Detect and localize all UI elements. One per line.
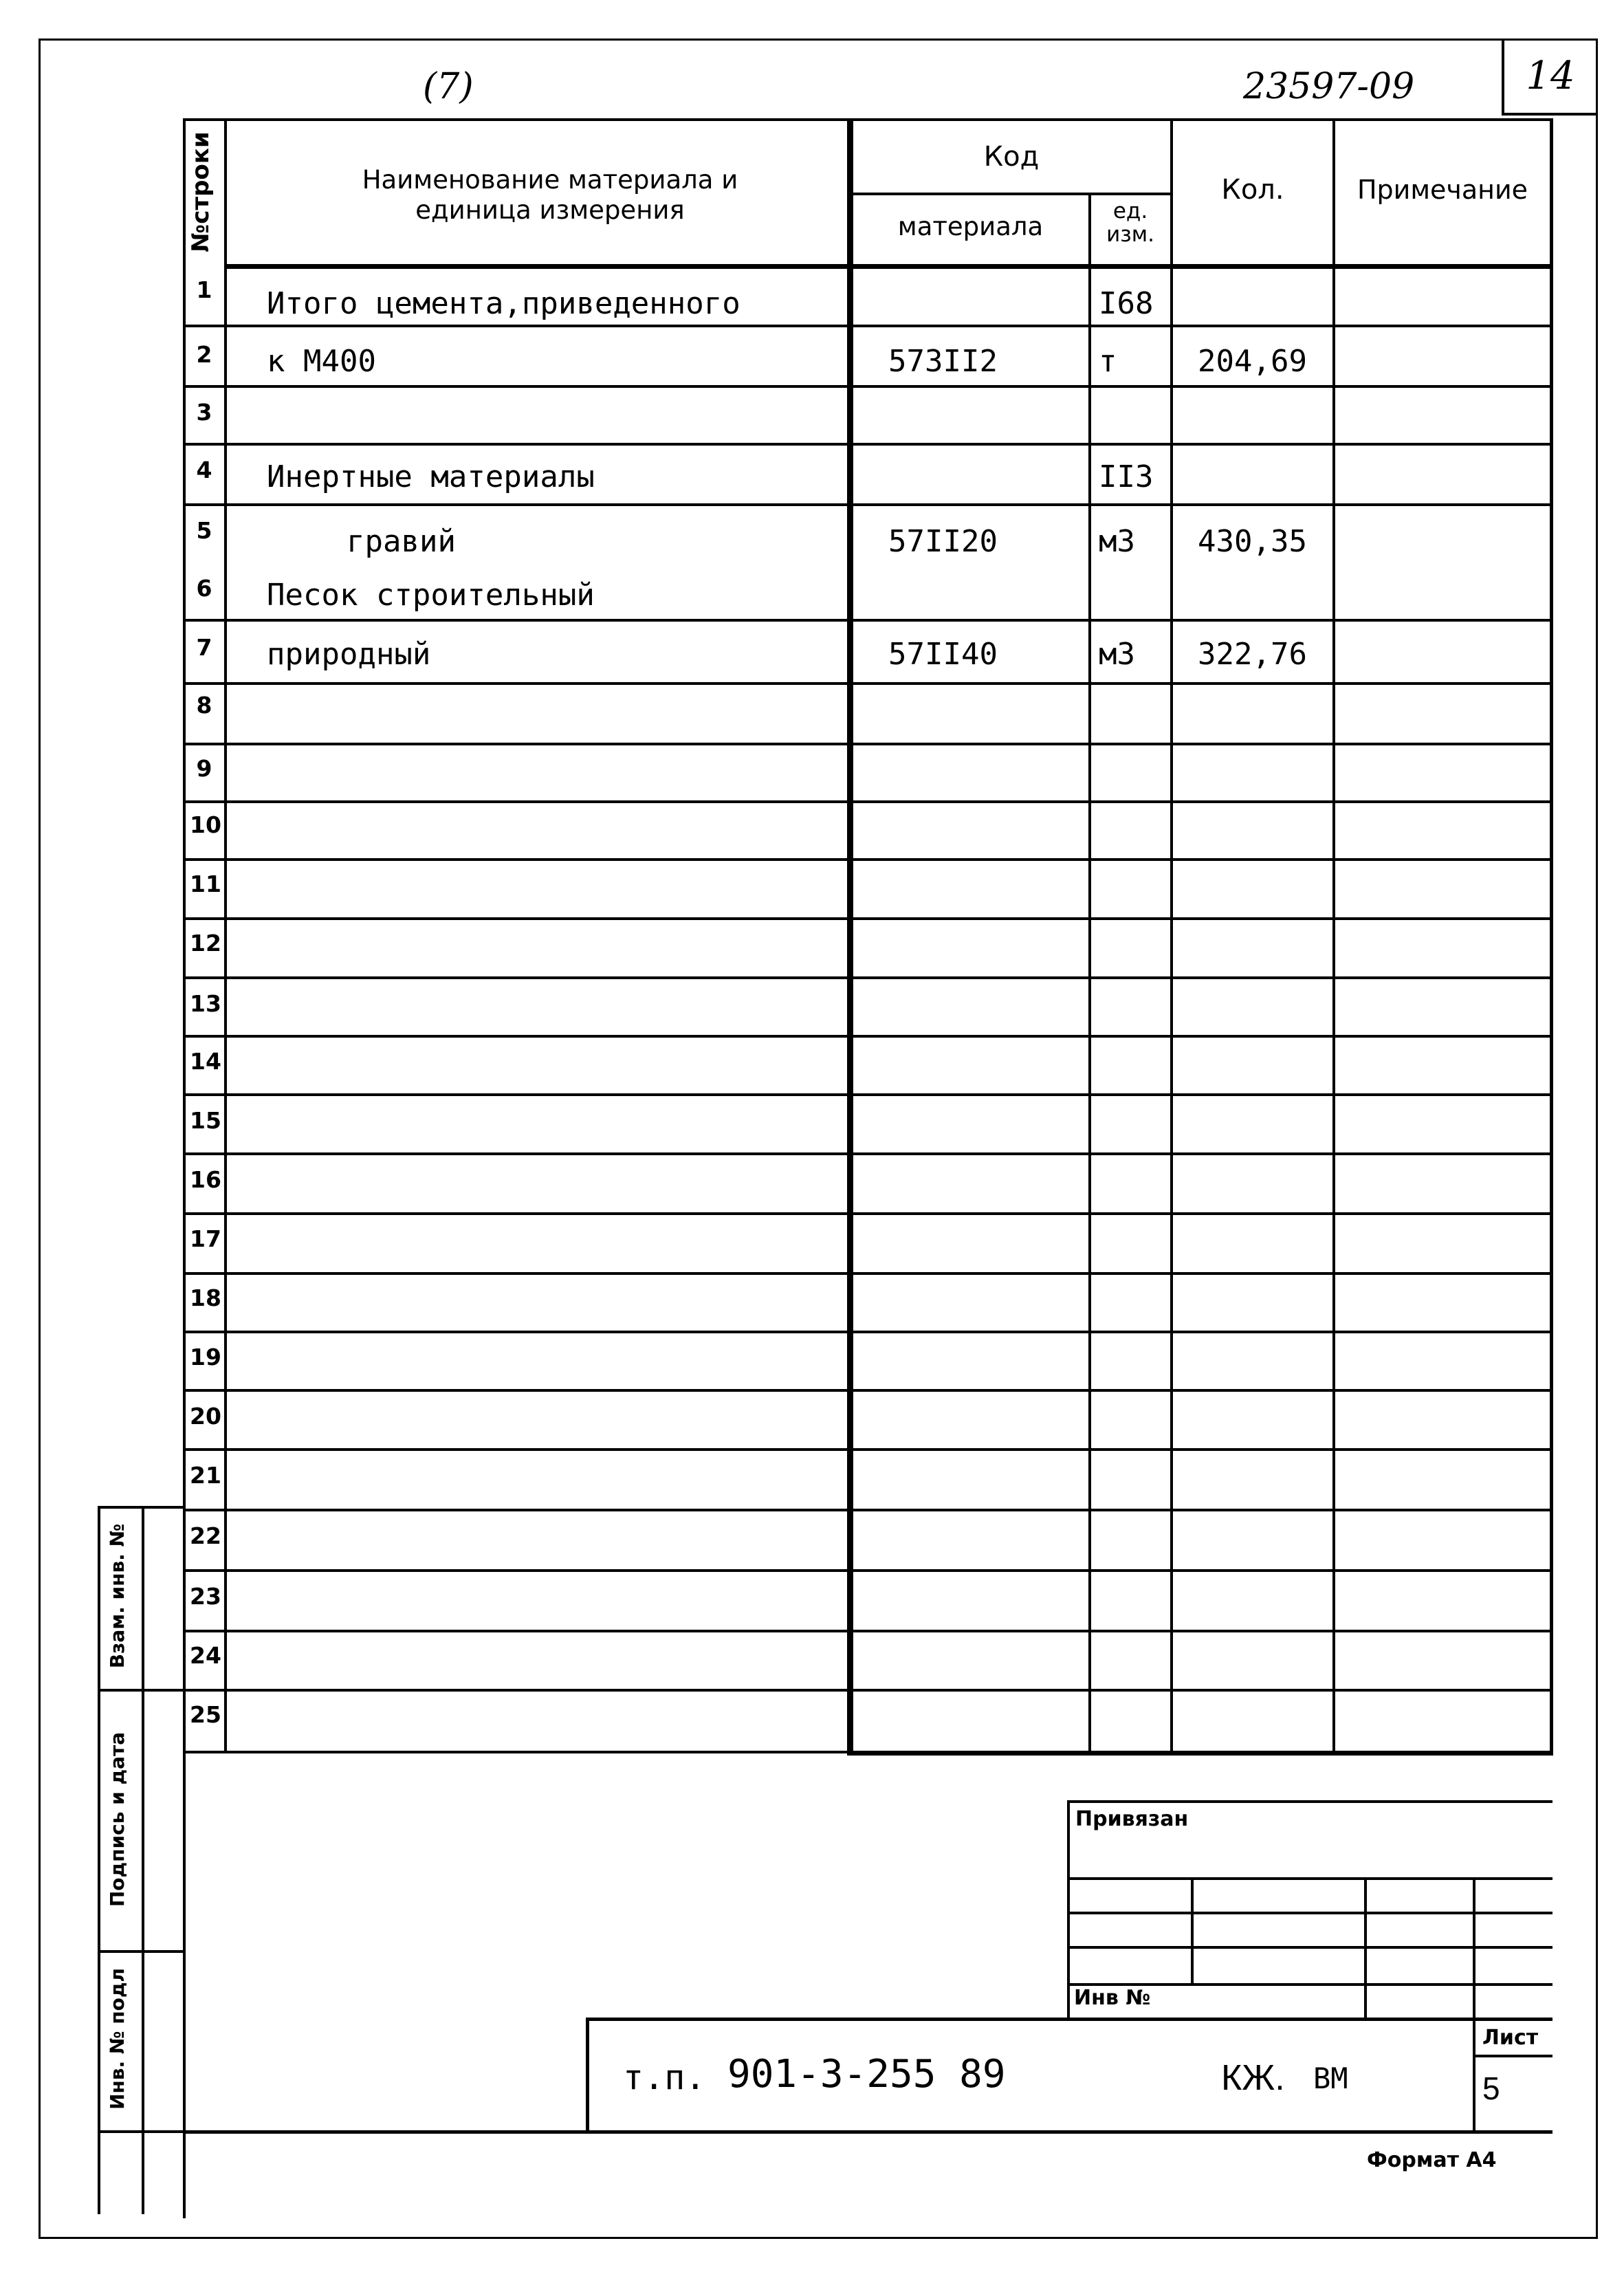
row-line bbox=[186, 1093, 1552, 1096]
drawing-mark: КЖ. bbox=[1221, 2058, 1285, 2098]
quantity: 204,69 bbox=[1198, 344, 1307, 379]
material-name: природный bbox=[267, 637, 431, 672]
row-line bbox=[186, 619, 1552, 622]
row-number: 1 bbox=[196, 276, 212, 303]
privyazan-line bbox=[1067, 1877, 1552, 1880]
title-block-bottom bbox=[183, 2130, 1552, 2134]
row-number: 24 bbox=[190, 1642, 221, 1669]
row-number: 20 bbox=[190, 1403, 221, 1430]
privyazan-col bbox=[1473, 1877, 1475, 2133]
material-code: 573II2 bbox=[888, 344, 998, 379]
row-line bbox=[186, 976, 1552, 979]
row-line bbox=[186, 682, 1552, 685]
row-number: 8 bbox=[196, 692, 212, 719]
material-name: Итого цемента,приведенного bbox=[267, 286, 740, 321]
unit-code: м3 bbox=[1099, 524, 1135, 559]
side-stamp-top bbox=[98, 1506, 186, 1509]
row-number: 5 bbox=[196, 517, 212, 544]
side-stamp-bottom bbox=[98, 2130, 186, 2133]
row-number: 23 bbox=[190, 1583, 221, 1610]
qty-column-header: Кол. bbox=[1221, 174, 1284, 206]
row-number: 12 bbox=[190, 930, 221, 956]
side-stamp-podpis-data: Подпись и дата bbox=[106, 1731, 129, 1907]
material-code: 57II40 bbox=[888, 637, 998, 672]
row-number: 9 bbox=[196, 755, 212, 782]
row-line bbox=[186, 1152, 1552, 1155]
page-number-divider bbox=[1502, 39, 1504, 114]
table-top-border bbox=[183, 118, 1552, 121]
row-line bbox=[186, 503, 1552, 506]
unit-column-divider-left bbox=[1088, 194, 1091, 1753]
row-number: 19 bbox=[190, 1344, 221, 1370]
row-number: 2 bbox=[196, 341, 212, 368]
header-bottom-line bbox=[224, 264, 1552, 269]
row-number-header: №строки bbox=[187, 131, 215, 252]
row-number: 7 bbox=[196, 634, 212, 661]
stamp-main-left bbox=[586, 2018, 589, 2133]
quantity: 322,76 bbox=[1198, 637, 1307, 672]
unit-code: т bbox=[1099, 344, 1117, 379]
privyazan-top bbox=[1067, 1800, 1552, 1803]
row-line bbox=[186, 1389, 1552, 1392]
document-code: 23597-09 bbox=[1243, 66, 1415, 107]
row-number: 14 bbox=[190, 1048, 221, 1075]
row-number: 25 bbox=[190, 1701, 221, 1728]
material-name: к М400 bbox=[267, 344, 376, 379]
row-line bbox=[186, 1331, 1552, 1333]
sheet-label: (7) bbox=[423, 66, 474, 107]
unit-code: м3 bbox=[1099, 637, 1135, 672]
row-line bbox=[186, 1272, 1552, 1275]
row-number: 15 bbox=[190, 1107, 221, 1134]
note-column-header: Примечание bbox=[1357, 175, 1528, 205]
privyazan-line bbox=[1067, 1946, 1552, 1949]
material-name: гравий bbox=[347, 524, 456, 559]
code-material-header: материала bbox=[897, 212, 1044, 241]
inv-no-label: Инв № bbox=[1074, 1986, 1151, 2010]
title-block-top bbox=[183, 1751, 1552, 1753]
code-unit-header: ед. изм. bbox=[1106, 199, 1154, 247]
row-line bbox=[186, 325, 1552, 327]
row-line bbox=[186, 917, 1552, 920]
privyazan-left bbox=[1067, 1800, 1070, 2020]
stamp-main-top bbox=[587, 2018, 1552, 2021]
row-number: 18 bbox=[190, 1284, 221, 1311]
list-label-line bbox=[1473, 2055, 1552, 2057]
page-number: 14 bbox=[1526, 54, 1575, 98]
privyazan-line bbox=[1067, 1912, 1552, 1914]
table-left-border bbox=[183, 118, 186, 2218]
list-label: Лист bbox=[1482, 2026, 1539, 2050]
page-number-underline bbox=[1502, 113, 1598, 116]
row-line bbox=[186, 858, 1552, 861]
row-line bbox=[186, 1448, 1552, 1451]
material-name: Песок строительный bbox=[267, 578, 595, 613]
row-number: 11 bbox=[190, 871, 221, 897]
unit-code: II3 bbox=[1099, 459, 1154, 494]
row-line bbox=[186, 743, 1552, 745]
unit-code: I68 bbox=[1099, 286, 1154, 321]
side-stamp-left bbox=[98, 1506, 100, 2214]
tp-number: 901-3-255 89 bbox=[727, 2052, 1006, 2097]
row-number: 21 bbox=[190, 1462, 221, 1489]
row-number: 16 bbox=[190, 1166, 221, 1193]
row-number: 4 bbox=[196, 457, 212, 483]
row-number: 22 bbox=[190, 1522, 221, 1549]
row-number: 10 bbox=[190, 811, 221, 838]
name-column-header: Наименование материала и единица измерения bbox=[362, 165, 738, 225]
row-line bbox=[186, 1630, 1552, 1632]
format-label: Формат А4 bbox=[1367, 2148, 1497, 2172]
row-line bbox=[186, 1509, 1552, 1511]
row-line bbox=[186, 443, 1552, 446]
material-code: 57II20 bbox=[888, 524, 998, 559]
row-number: 13 bbox=[190, 990, 221, 1017]
row-line bbox=[186, 1212, 1552, 1215]
privyazan-label: Привязан bbox=[1075, 1807, 1189, 1831]
row-line bbox=[186, 800, 1552, 803]
side-stamp-line bbox=[98, 1689, 186, 1692]
row-line bbox=[186, 1569, 1552, 1572]
row-number: 6 bbox=[196, 575, 212, 602]
quantity: 430,35 bbox=[1198, 524, 1307, 559]
tp-prefix: т.п. bbox=[623, 2057, 706, 2097]
list-number: 5 bbox=[1482, 2070, 1500, 2106]
row-line bbox=[186, 1035, 1552, 1038]
row-number: 3 bbox=[196, 399, 212, 426]
row-line bbox=[186, 1689, 1552, 1692]
side-stamp-inv-podl: Инв. № подл bbox=[106, 1967, 129, 2110]
privyazan-col bbox=[1191, 1877, 1194, 1985]
drawing-mark-suffix: ВМ bbox=[1313, 2062, 1348, 2095]
row-line bbox=[186, 385, 1552, 388]
row-number: 17 bbox=[190, 1225, 221, 1252]
side-stamp-mid bbox=[142, 1506, 144, 2214]
code-subheader-line bbox=[847, 193, 1173, 195]
side-stamp-vzam-inv: Взам. инв. № bbox=[106, 1523, 129, 1669]
code-column-header: Код bbox=[983, 141, 1040, 173]
privyazan-col bbox=[1364, 1877, 1367, 2020]
material-name: Инертные материалы bbox=[267, 459, 595, 494]
